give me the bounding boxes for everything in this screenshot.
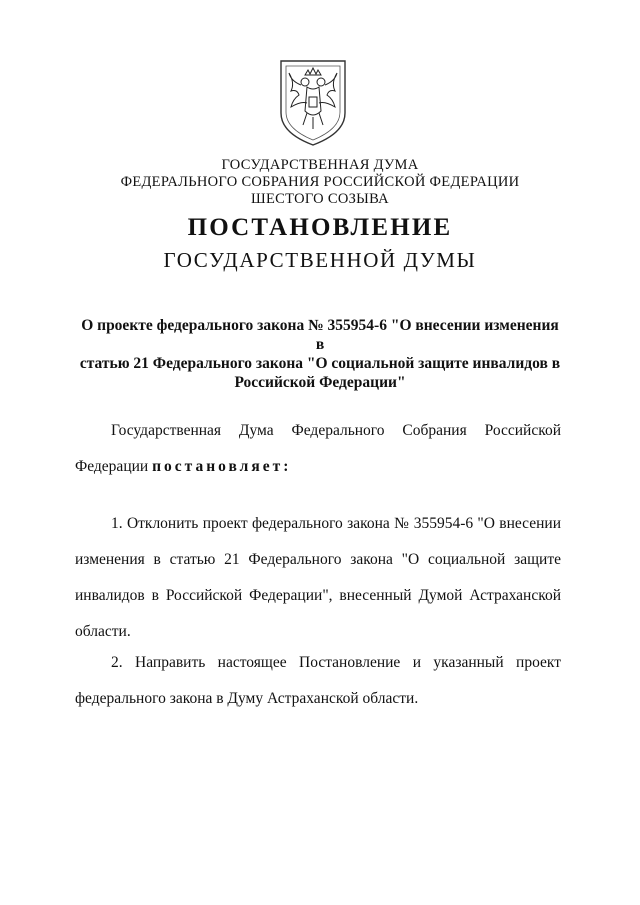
document-subject [78, 316, 562, 392]
item-2-line-1: 2. Направить настоящее Постановление и указанный проект [111, 654, 561, 671]
item-2-line-2: федерального закона в Думу Астраханской области. [75, 690, 419, 707]
header-line-2: ФЕДЕРАЛЬНОГО СОБРАНИЯ РОССИЙСКОЙ ФЕДЕРАЦИИ [120, 174, 520, 190]
preamble-federation-text: Федерации [75, 458, 153, 475]
document-title: ПОСТАНОВЛЕНИЕ [187, 214, 453, 241]
subject-line-1: О проекте федерального закона № 355954-6 "О внесении изменения в [81, 317, 559, 353]
header-line-3: ШЕСТОГО СОЗЫВА [251, 191, 389, 207]
item-1-line-2: изменения в статью 21 Федерального закона "О социальной защите [75, 551, 561, 568]
item-1-line-4: области. [75, 623, 131, 640]
preamble-line-1: Государственная Дума Федерального Собрания Российской [111, 422, 561, 439]
resolves-verb: постановляет: [152, 458, 292, 475]
subject-line-3: Российской Федерации" [234, 374, 406, 391]
coat-of-arms-emblem [277, 55, 349, 147]
document-subtitle: ГОСУДАРСТВЕННОЙ ДУМЫ [163, 248, 477, 272]
item-1-line-1: 1. Отклонить проект федерального закона № 355954-6 "О внесении [111, 515, 561, 532]
header-line-1: ГОСУДАРСТВЕННАЯ ДУМА [221, 157, 419, 173]
item-2-paragraph [75, 645, 561, 717]
item-1-paragraph [75, 506, 561, 650]
item-1-line-3: инвалидов в Российской Федерации", внесенный Думой Астраханской [75, 587, 561, 604]
subject-line-2: статью 21 Федерального закона "О социальной защите инвалидов в [79, 355, 561, 372]
preamble-paragraph [75, 413, 561, 485]
preamble-line-2 [75, 449, 561, 485]
issuing-authority-header [0, 157, 640, 208]
